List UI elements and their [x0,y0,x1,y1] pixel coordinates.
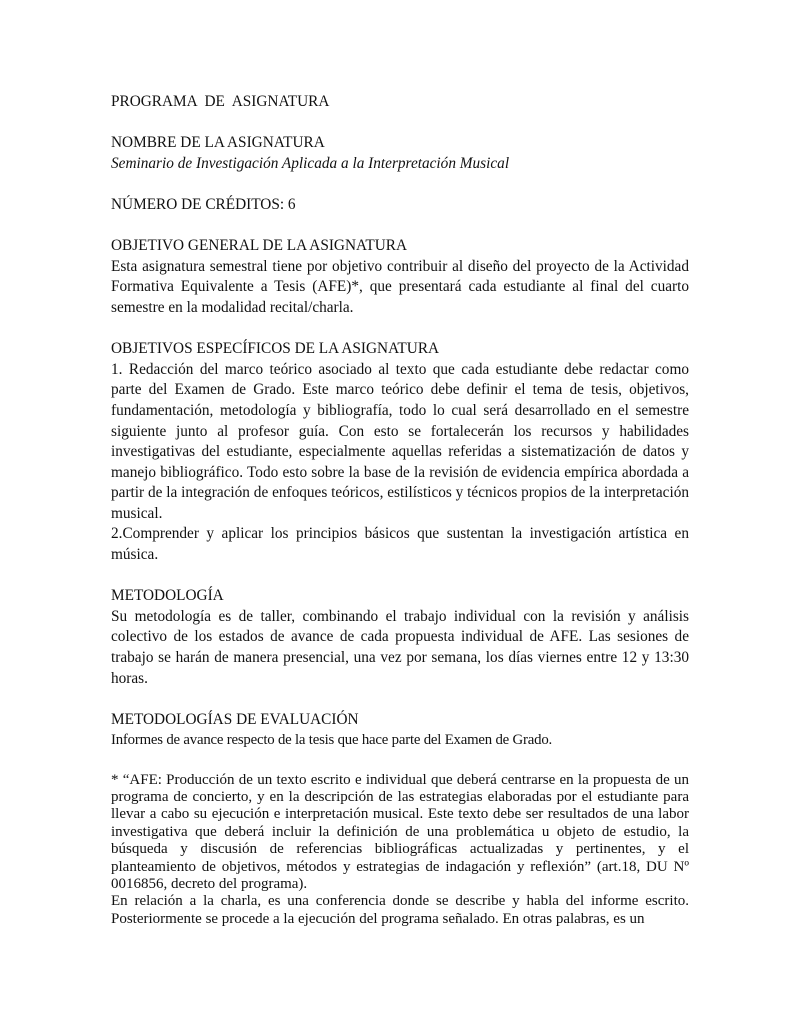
specific-objectives-heading: OBJETIVOS ESPECÍFICOS DE LA ASIGNATURA [111,340,440,358]
footnote: * “AFE: Producción de un texto escrito e individual que deberá centrarse en la propuesta de un programa de concierto, y en la descripción de las estrategias elaboradas por el estudiante para llevar a cabo su ejecución e interpretación musical. Este texto debe ser resultados de una labor investigativa que deberá incluir la definición de una problemática u objeto de estudio, la búsqueda y discusión de referencias bibliográficas actualizadas y pertinentes, y el planteamiento de objetivos, métodos y estrategias de indagación y reflexión” (art.18, DU Nº 0016856, decreto del programa). [111,771,689,893]
general-objective-heading: OBJETIVO GENERAL DE LA ASIGNATURA [111,237,408,255]
specific-objective-1: 1. Redacción del marco teórico asociado al texto que cada estudiante debe redactar como parte del Examen de Grado. Este marco teórico debe definir el tema de tesis, objetivos, fundamentación, metodología y bibliografía, todo lo cual será desarrollado en el semestre siguiente junto al profesor guía. Con esto se fortalecerán los recursos y habilidades investigativas del estudiante, especialmente aquellas referidas a sistematización de datos y manejo bibliográfico. Todo esto sobre la base de la revisión de evidencia empírica abordada a partir de la integración de enfoques teóricos, estilísticos y técnicos propios de la interpretación musical. [111,360,689,522]
course-name-heading: NOMBRE DE LA ASIGNATURA [111,134,325,152]
evaluation-heading: METODOLOGÍAS DE EVALUACIÓN [111,710,359,728]
footnote-continuation: En relación a la charla, es una conferencia donde se describe y habla del informe escrito. Posteriormente se procede a la ejecución del programa señalado. En otras palabras, es un [111,893,689,927]
course-name: Seminario de Investigación Aplicada a la Interpretación Musical [111,154,510,172]
methodology-text: Su metodología es de taller, combinando el trabajo individual con la revisión y análisis colectivo de los estados de avance de cada propuesta individual de AFE. Las sesiones de trabajo se harán de manera presencial, una vez por semana, los días viernes entre 12 y 13:30 horas. [111,607,689,687]
document-page [111,92,689,928]
specific-objective-2: 2.Comprender y aplicar los principios básicos que sustentan la investigación artística en música. [111,525,689,564]
credits: NÚMERO DE CRÉDITOS: 6 [111,195,296,213]
methodology-heading: METODOLOGÍA [111,587,224,605]
document-title: PROGRAMA DE ASIGNATURA [111,93,330,110]
evaluation-text: Informes de avance respecto de la tesis que hace parte del Examen de Grado. [111,732,553,749]
general-objective-text: Esta asignatura semestral tiene por objetivo contribuir al diseño del proyecto de la Actividad Formativa Equivalente a Tesis (AFE)*, que presentará cada estudiante al final del cuarto semestre en la modalidad recital/charla. [111,257,689,316]
